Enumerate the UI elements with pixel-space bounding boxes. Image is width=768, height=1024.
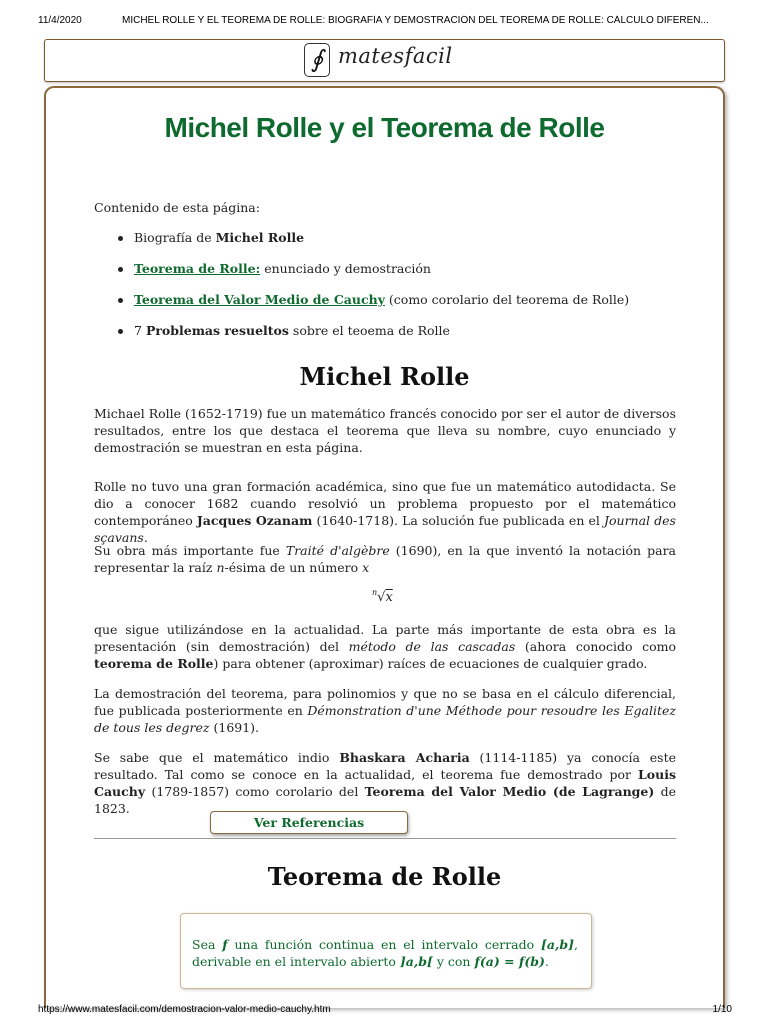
- link-teorema-valor-medio-cauchy[interactable]: Teorema del Valor Medio de Cauchy: [134, 292, 385, 307]
- toc-item-biografia: Biografía de Michel Rolle: [118, 230, 629, 261]
- bio-paragraph-1: Michael Rolle (1652-1719) fue un matemático francés conocido por ser el autor de diversos resultados, entre los que destaca el teorema que lleva su nombre, cuyo enunciado y demostración se muestran en esta página.: [94, 406, 676, 455]
- ver-referencias-button[interactable]: Ver Referencias: [210, 811, 408, 834]
- bio-paragraph-2: Rolle no tuvo una gran formación académica, sino que fue un matemático autodidacta. Se dio a conocer 1682 cuando resolvió un problema propuesto por el matemático contemporáneo Jacques Ozanam (1640-1718). La solución fue publicada en el Journal des sçavans.: [94, 479, 676, 545]
- site-logo-text[interactable]: matesfacil: [338, 44, 453, 68]
- bio-paragraph-5: La demostración del teorema, para polinomios y que no se basa en el cálculo diferencial, fue publicada posteriormente en Démonstration d'une Méthode pour resoudre les Egalitez de tous les degrez (1691).: [94, 686, 676, 735]
- heading-teorema-de-rolle: Teorema de Rolle: [267, 862, 502, 891]
- toc-item-cauchy: Teorema del Valor Medio de Cauchy (como corolario del teorema de Rolle): [118, 292, 629, 323]
- print-footer: [0, 998, 768, 1024]
- toc-bold-problemas: Problemas resueltos: [145, 323, 289, 338]
- print-title: MICHEL ROLLE Y EL TEOREMA DE ROLLE: BIOGRAFÍA Y DEMOSTRACIÓN DEL TEOREMA DE ROLLE: CÁLCULO DIFEREN...: [122, 15, 709, 26]
- integral-logo-icon[interactable]: ∮: [304, 43, 330, 77]
- bio-paragraph-3: Su obra más importante fue Traité d'algèbre (1690), en la que inventó la notación para representar la raíz n-ésima de un número x: [94, 543, 676, 575]
- toc-label: Contenido de esta página:: [94, 200, 260, 215]
- link-teorema-de-rolle[interactable]: Teorema de Rolle:: [134, 261, 261, 276]
- bio-paragraph-6: Se sabe que el matemático indio Bhaskara Acharia (1114-1185) ya conocía este resultado. Tal como se conoce en la actualidad, el teorema fue demostrado por Louis Cauchy (1789-1857) como corolario del Teorema del Valor Medio (de Lagrange) de 1823.: [94, 750, 677, 816]
- section-divider: [94, 838, 676, 839]
- nth-root-formula: $^n$√x: [372, 588, 393, 605]
- toc-item-teorema-rolle: Teorema de Rolle: enunciado y demostración: [118, 261, 629, 292]
- bio-paragraph-4: que sigue utilizándose en la actualidad. La parte más importante de esta obra es la presentación (sin demostración) del método de las cascadas (ahora conocido como teorema de Rolle) para obtener (aproximar) raíces de ecuaciones de cualquier grado.: [94, 622, 676, 671]
- theorem-statement: Sea f una función continua en el intervalo cerrado [a,b], derivable en el intervalo abierto ]a,b[ y con f(a) = f(b).: [192, 937, 578, 969]
- heading-michel-rolle: Michel Rolle: [299, 362, 470, 391]
- toc-list: [118, 230, 629, 354]
- print-header: [0, 0, 768, 40]
- print-url: https://www.matesfacil.com/demostracion-valor-medio-cauchy.htm: [38, 1004, 331, 1015]
- print-date: 11/4/2020: [38, 15, 82, 26]
- toc-bold-michel-rolle: Michel Rolle: [215, 230, 305, 245]
- page-title: Michel Rolle y el Teorema de Rolle: [164, 112, 605, 143]
- toc-item-problemas: 7 Problemas resueltos sobre el teoema de Rolle: [118, 323, 629, 354]
- print-page-number: 1/10: [712, 1004, 732, 1015]
